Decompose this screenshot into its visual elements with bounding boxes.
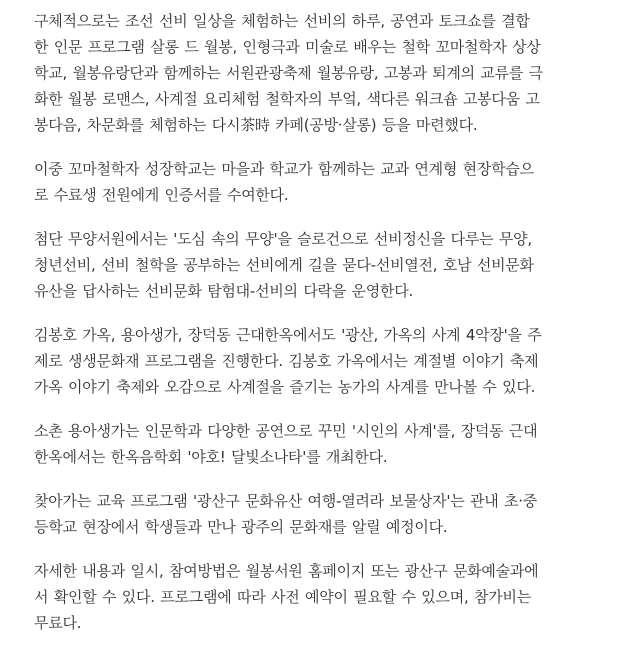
article-paragraph-5 — [34, 418, 600, 470]
text-line: 청년선비, 선비 철학을 공부하는 선비에게 길을 묻다-선비열전, 호남 선비문화 — [34, 256, 534, 274]
text-line: 소촌 용아생가는 인문학과 다양한 공연으로 꾸민 '시인의 사계'를, 장덕동 근대 — [34, 422, 538, 440]
text-line: 유산을 답사하는 선비문화 탐험대-선비의 다락을 운영한다. — [34, 282, 414, 300]
text-line: 학교, 월봉유랑단과 함께하는 서원관광축제 월봉유랑, 고봉과 퇴계의 교류를 극 — [34, 64, 543, 82]
text-line: 구체적으로는 조선 선비 일상을 체험하는 선비의 하루, 공연과 토크쇼를 결합 — [34, 12, 530, 30]
text-line: 자세한 내용과 일시, 참여방법은 월봉서원 홈페이지 또는 광산구 문화예술과에 — [34, 562, 539, 580]
text-line: 가옥 이야기 축제와 오감으로 사계절을 즐기는 농가의 사계를 만나볼 수 있다. — [34, 378, 536, 396]
text-line: 등학교 현장에서 학생들과 만나 광주의 문화재를 알릴 예정이다. — [34, 518, 448, 536]
text-line: 제로 생생문화재 프로그램을 진행한다. 김봉호 가옥에서는 계절별 이야기 축제 — [34, 352, 539, 370]
text-line: 한 인문 프로그램 살롱 드 월봉, 인형극과 미술로 배우는 철학 꼬마철학자 상상 — [34, 38, 541, 56]
text-line: 찾아가는 교육 프로그램 '광산구 문화유산 여행-열려라 보물상자'는 관내 초·중 — [34, 492, 538, 510]
article-body — [34, 8, 600, 654]
article-paragraph-6 — [34, 488, 600, 540]
text-line: 화한 월봉 로맨스, 사계절 요리체험 철학자의 부엌, 색다른 워크숍 고봉다움 고 — [34, 90, 540, 108]
text-line: 한옥에서는 한옥음학회 '야호! 달빛소나타'를 개최한다. — [34, 448, 388, 466]
article-paragraph-2 — [34, 156, 600, 208]
article-paragraph-3 — [34, 226, 600, 304]
text-line: 첨단 무양서원에서는 '도심 속의 무양'을 슬로건으로 선비정신을 다루는 무양, — [34, 230, 532, 248]
text-line: 이중 꼬마철학자 성장학교는 마을과 학교가 함께하는 교과 연계형 현장학습으 — [34, 160, 534, 178]
text-line: 서 확인할 수 있다. 프로그램에 따라 사전 예약이 필요할 수 있으며, 참가비는 — [34, 588, 531, 606]
article-paragraph-4 — [34, 322, 600, 400]
article-paragraph-7 — [34, 558, 600, 636]
text-line: 무료다. — [34, 614, 82, 632]
article-paragraph-1 — [34, 8, 600, 138]
text-line: 로 수료생 전원에게 인증서를 수여한다. — [34, 186, 289, 204]
text-line: 봉다음, 차문화를 체험하는 다시茶時 카페(공방·살롱) 등을 마련했다. — [34, 116, 478, 134]
text-line: 김봉호 가옥, 용아생가, 장덕동 근대한옥에서도 '광산, 가옥의 사계 4악장'을 주 — [34, 326, 542, 344]
